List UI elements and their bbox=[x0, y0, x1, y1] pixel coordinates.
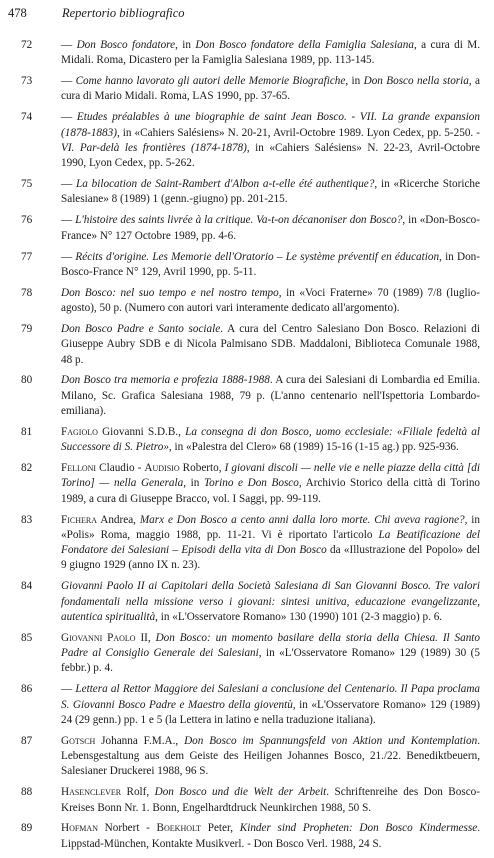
entry-title-text: Torino e Don Bosco bbox=[203, 477, 299, 490]
bibliography-entry bbox=[0, 579, 494, 625]
author-name: Fagiolo bbox=[61, 425, 98, 438]
entry-text: , in bbox=[345, 75, 364, 88]
entry-text: — bbox=[61, 683, 76, 696]
entry-text: , in «L'Osservatore Romano» 130 (1990) 101 (2-3 maggio) p. 6. bbox=[155, 610, 443, 623]
bibliography-entry bbox=[0, 110, 494, 171]
entry-text: , in bbox=[175, 39, 196, 51]
entry-number: 80 bbox=[21, 374, 33, 387]
bibliography-entry bbox=[0, 322, 494, 368]
entry-text: , in «Cahiers Salésiens» N. 22-23, Avril-Octobre 1990, Lyon Cedex, pp. 5-262. bbox=[61, 141, 480, 170]
entry-title-text: VI. Par-delà les frontières (1874-1878) bbox=[61, 141, 247, 154]
entry-text: Claudio - bbox=[96, 462, 145, 475]
entry-text: — bbox=[61, 178, 77, 191]
entry-text: . A cura del Centro Salesiano Don Bosco. Relazioni di Giuseppe Aubry SDB e di Nicola Palmisano SDB. Maddaloni, Biblioteca Comunale 1988, 48 p. bbox=[61, 322, 480, 366]
bibliography-entry bbox=[0, 513, 494, 574]
entry-text: , in «Voci Fraterne» 70 (1989) 7/8 (luglio-agosto), 50 p. (Numero con autori vari interamente dedicato all'argomento). bbox=[61, 286, 480, 315]
entry-text: , in bbox=[183, 477, 204, 490]
entry-number: 87 bbox=[21, 734, 33, 747]
entry-title-text: Don Bosco tra memoria e profezia 1888-1988 bbox=[61, 374, 270, 387]
entry-number: 79 bbox=[21, 322, 33, 335]
entry-text: . Schriftenreihe des Don Bosco-Kreises Bonn Nr. 1. Bonn, Engelhardtdruck Neunkirchen 1988, 50 S. bbox=[61, 786, 480, 814]
bibliography-entry bbox=[0, 682, 494, 728]
entry-number: 89 bbox=[21, 822, 33, 835]
entry-title-text: L'histoire des saints livrée à la critique. Va-t-on décanoniser don Bosco? bbox=[75, 214, 403, 227]
entry-text: , in «Don-Bosco-France» N° 127 Octobre 1989, pp. 4-6. bbox=[61, 214, 480, 242]
entry-title-text: La bilocation de Saint-Rambert d'Albon a-t-elle été authentique? bbox=[76, 178, 375, 191]
bibliography-entry bbox=[0, 785, 494, 816]
entry-text: , in «Ricerche Storiche Salesiane» 8 (1989) 1 (genn.-giugno) pp. 201-215. bbox=[61, 178, 480, 206]
entry-number: 81 bbox=[21, 425, 33, 438]
page-header bbox=[8, 6, 486, 26]
entry-text: . A cura dei Salesiani di Lombardia ed Emilia. Milano, Sc. Grafica Salesiana 1988, 79 p. (L'anno centenario nell'Ispettoria Lombardo-emiliana). bbox=[61, 374, 480, 417]
entry-number: 77 bbox=[21, 250, 33, 263]
author-name: Felloni bbox=[61, 462, 97, 475]
bibliography-entry bbox=[0, 373, 494, 419]
entry-text: , a cura di M. Midali. Roma, Dicastero per la Famiglia Salesiana 1989, pp. 113-145. bbox=[61, 39, 481, 67]
entry-title-text: Don Bosco Padre e Santo sociale bbox=[61, 322, 221, 335]
entry-text: Peter, bbox=[201, 822, 240, 835]
bibliography-entry bbox=[0, 177, 494, 208]
entry-number: 76 bbox=[21, 214, 33, 227]
entry-text: — bbox=[61, 250, 76, 263]
bibliography-entry bbox=[0, 734, 494, 780]
entry-title-text: La consegna di don Bosco, uomo ecclesiale: «Filiale fedeltà al Successore di S. Pietro» bbox=[61, 425, 480, 454]
entry-number: 82 bbox=[21, 462, 33, 475]
entry-text: — bbox=[61, 75, 76, 88]
entry-text: , in «Cahiers Salésiens» N. 20-21, Avril-Octobre 1989. Lyon Cedex, pp. 5-250. - bbox=[116, 126, 480, 139]
entry-text: , in «L'Osservatore Romano» 129 (1989) 30 (5 febbr.) p. 4. bbox=[61, 647, 480, 675]
entry-title-text: Etudes préalables à une biographie de saint Jean Bosco. - VII. La grande expansion (1878-1883) bbox=[61, 111, 480, 139]
entry-text: da «Illustrazione del Popolo» del 9 giugno 1929 (anno IX n. 23). bbox=[61, 544, 480, 572]
entry-text: . Lippstad-München, Kontakte Musikverl. - Don Bosco Verl. 1988, 24 S. bbox=[61, 822, 480, 850]
bibliography-entry bbox=[0, 38, 494, 69]
entry-title-text: Don Bosco im Spannungsfeld von Aktion und Kontemplation bbox=[184, 734, 478, 747]
author-name: Hofman bbox=[61, 822, 98, 835]
bibliography-entry bbox=[0, 425, 494, 456]
entry-text: , a cura di Mario Midali. Roma, LAS 1990, pp. 37-65. bbox=[61, 75, 481, 103]
running-title: Repertorio bibliografico bbox=[62, 6, 185, 20]
author-name: Fichera bbox=[61, 513, 97, 526]
entry-title-text: Giovanni Paolo II ai Capitolari della Società Salesiana di San Giovanni Bosco. Tre valori fondamentali nella missione verso i giovani: sintesi unitiva, educazione evangelizzante, autentica spiritualità bbox=[61, 580, 480, 623]
entry-text: Roberto, bbox=[179, 462, 225, 475]
author-name: Hasenclever bbox=[61, 786, 122, 799]
page-number: 478 bbox=[8, 6, 27, 20]
author-name: Gotsch bbox=[61, 734, 96, 747]
entry-number: 86 bbox=[21, 683, 33, 696]
entry-title-text: Don Bosco fondatore della Famiglia Salesiana bbox=[195, 39, 414, 51]
bibliography-entry bbox=[0, 250, 494, 281]
entry-title-text: Marx e Don Bosco a cento anni dalla loro morte. Chi aveva ragione? bbox=[139, 513, 465, 526]
entry-text: II, bbox=[135, 631, 156, 644]
entry-text: Andrea, bbox=[97, 513, 140, 526]
entry-text: , in «Palestra del Clero» 68 (1989) 15-16 (1-15 ag.) pp. 925-936. bbox=[168, 441, 459, 454]
entry-title-text: Come hanno lavorato gli autori delle Memorie Biografiche bbox=[75, 75, 346, 88]
entry-title-text: Récits d'origine. Les Memorie dell'Oratorio – Le système préventif en éducation bbox=[75, 250, 440, 263]
bibliography-entry bbox=[0, 213, 494, 244]
entry-text: , in «Polis» Roma, maggio 1988, pp. 11-21. Vi è riportato l'articolo bbox=[61, 513, 480, 541]
entry-title-text: Lettera al Rettor Maggiore dei Salesiani a conclusione del Centenario. Il Papa proclama S. Giovanni Bosco Padre e Maestro della gioventù bbox=[61, 683, 481, 711]
bibliography-entry bbox=[0, 821, 494, 852]
entry-number: 74 bbox=[21, 111, 33, 124]
entry-number: 84 bbox=[21, 580, 33, 593]
entry-number: 72 bbox=[21, 39, 33, 51]
bibliography-entry bbox=[0, 286, 494, 317]
entry-number: 75 bbox=[21, 178, 33, 191]
entry-number: 78 bbox=[21, 286, 33, 299]
entry-text: , Archivio Storico della città di Torino 1989, a cura di Giuseppe Bracco, vol. I Saggi, pp. 99-119. bbox=[61, 477, 481, 505]
bibliography-entry bbox=[0, 461, 494, 507]
entry-text: , in Don-Bosco-France N° 129, Avril 1990, pp. 5-11. bbox=[61, 250, 480, 278]
entry-number: 88 bbox=[21, 786, 33, 799]
entry-text: , in «L'Osservatore Romano» 129 (1989) 24 (29 genn.) pp. 1 e 5 (la Lettera in latino e nella traduzione italiana). bbox=[61, 698, 480, 726]
entry-number: 73 bbox=[21, 75, 33, 88]
bibliography-entry bbox=[0, 74, 494, 105]
entry-text: Giovanni S.D.B., bbox=[97, 425, 186, 438]
author-name: Boekholt bbox=[156, 822, 202, 835]
entry-title-text: Kinder sind Propheten: Don Bosco Kindermesse bbox=[239, 822, 478, 835]
entry-number: 85 bbox=[21, 631, 33, 644]
entry-title-text: Don Bosco: nel suo tempo e nel nostro tempo bbox=[61, 286, 279, 299]
bibliography-entry bbox=[0, 631, 494, 677]
author-name: Audisio bbox=[144, 462, 180, 475]
entry-title-text: Don Bosco nella storia bbox=[363, 75, 469, 88]
entry-title-text: Don Bosco und die Welt der Arbeit bbox=[154, 786, 327, 799]
bibliography-list bbox=[0, 38, 494, 858]
entry-text: Johanna F.M.A., bbox=[95, 734, 185, 747]
entry-title-text: Don Bosco: un momento basilare della storia della Chiesa. Il Santo Padre al Consiglio Generale dei Salesiani bbox=[61, 631, 480, 660]
entry-number: 83 bbox=[21, 513, 33, 526]
entry-text: — bbox=[61, 214, 76, 227]
entry-text: Rolf, bbox=[121, 786, 155, 799]
entry-text: . Lebensgestaltung aus dem Geiste des Heiligen Johannes Bosco, 21./22. Benediktbeuern, Salesianer Druckerei 1988, 96 S. bbox=[61, 734, 480, 778]
author-name: Giovanni Paolo bbox=[61, 631, 136, 644]
entry-text: Norbert - bbox=[97, 822, 157, 835]
entry-text: — bbox=[61, 111, 77, 124]
entry-title-text: La Beatificazione del Fondatore dei Salesiani – Episodi della vita di Don Bosco bbox=[61, 528, 481, 557]
entry-title-text: I giovani discoli — nelle vie e nelle piazze della città [di Torino] — nella Generala bbox=[61, 462, 480, 490]
entry-text: — bbox=[61, 39, 77, 51]
entry-title-text: Don Bosco fondatore bbox=[76, 39, 176, 51]
